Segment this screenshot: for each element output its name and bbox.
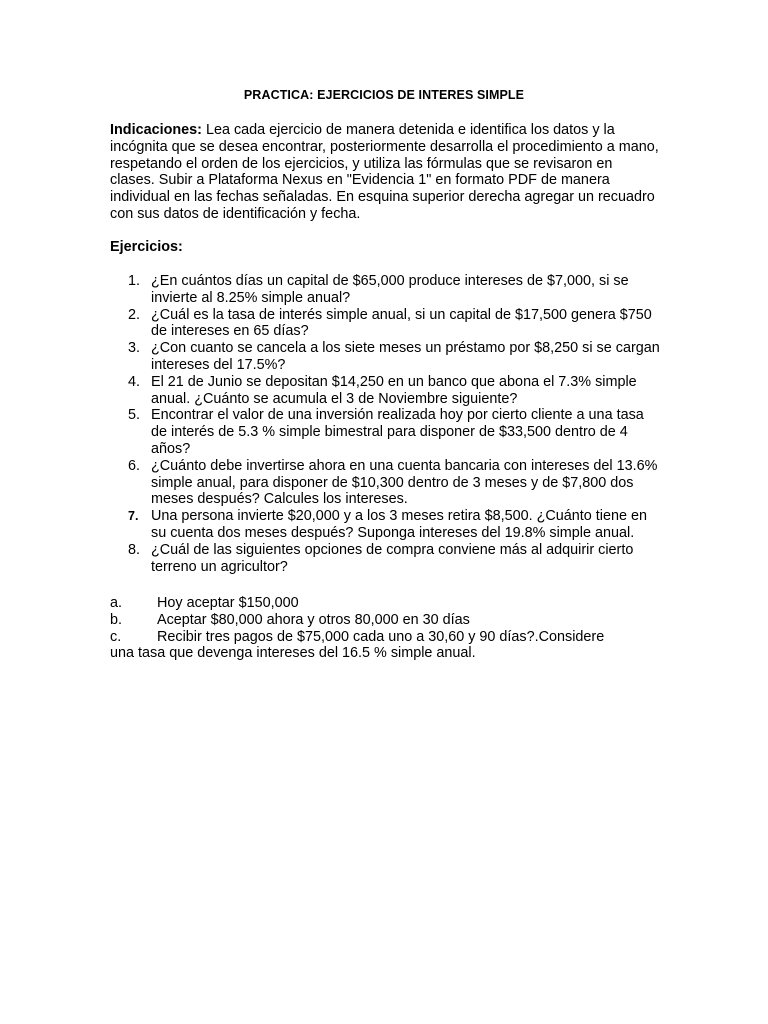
option-text: Hoy aceptar $150,000 bbox=[157, 595, 299, 611]
exercise-text: El 21 de Junio se depositan $14,250 en un banco que abona el 7.3% simple anual. ¿Cuánto se acumula el 3 de Noviembre siguiente? bbox=[151, 373, 637, 407]
option-label: c. bbox=[110, 628, 122, 645]
exercise-number: 7. bbox=[128, 509, 139, 524]
exercise-number: 8. bbox=[128, 541, 141, 558]
exercise-text: ¿En cuántos días un capital de $65,000 produce intereses de $7,000, si se invierte al 8.25% simple anual? bbox=[151, 273, 629, 306]
exercise-item bbox=[110, 407, 660, 457]
exercise-text: Una persona invierte $20,000 y a los 3 meses retira $8,500. ¿Cuánto tiene en su cuenta dos meses después? Suponga intereses del 19.8% simple anual. bbox=[151, 508, 647, 541]
exercise-item bbox=[110, 273, 660, 307]
option-item bbox=[110, 612, 660, 629]
document-title: PRACTICA: EJERCICIOS DE INTERES SIMPLE bbox=[243, 88, 525, 102]
purchase-options bbox=[110, 595, 660, 662]
exercise-item bbox=[110, 374, 660, 408]
option-item bbox=[110, 595, 660, 612]
exercise-number: 5. bbox=[128, 407, 141, 424]
exercise-text: ¿Cuál de las siguientes opciones de compra conviene más al adquirir cierto terreno un agricultor? bbox=[151, 541, 634, 575]
option-text: Aceptar $80,000 ahora y otros 80,000 en 30 días bbox=[157, 611, 470, 628]
exercise-number: 4. bbox=[128, 373, 141, 390]
exercise-item bbox=[110, 542, 660, 576]
exercise-item bbox=[110, 340, 660, 374]
exercise-number: 1. bbox=[128, 273, 141, 289]
instructions-label: Indicaciones: bbox=[110, 122, 202, 138]
closing-text: una tasa que devenga intereses del 16.5 % simple anual. bbox=[110, 645, 476, 662]
exercise-item bbox=[110, 458, 660, 508]
option-text: Recibir tres pagos de $75,000 cada uno a 30,60 y 90 días?.Considere bbox=[157, 628, 605, 645]
instructions-paragraph bbox=[110, 122, 660, 223]
exercise-number: 3. bbox=[128, 340, 141, 357]
exercise-list bbox=[110, 273, 660, 575]
exercise-number: 2. bbox=[128, 306, 141, 323]
exercise-text: ¿Cuánto debe invertirse ahora en una cuenta bancaria con intereses del 13.6% simple anual, para disponer de $10,300 dentro de 3 meses y de $7,800 dos meses después? Calcules los intereses. bbox=[151, 457, 658, 508]
option-label: b. bbox=[110, 611, 123, 628]
exercise-text: Encontrar el valor de una inversión realizada hoy por cierto cliente a una tasa de interés de 5.3 % simple bimestral para disponer de $33,500 dentro de 4 años? bbox=[151, 407, 644, 457]
option-label: a. bbox=[110, 595, 123, 611]
exercise-item bbox=[110, 307, 660, 341]
exercise-text: ¿Con cuanto se cancela a los siete meses un préstamo por $8,250 si se cargan intereses del 17.5%? bbox=[151, 340, 660, 373]
exercises-heading: Ejercicios: bbox=[110, 239, 183, 255]
exercise-text: ¿Cuál es la tasa de interés simple anual, si un capital de $17,500 genera $750 de intereses en 65 días? bbox=[151, 306, 652, 340]
exercise-item bbox=[110, 508, 660, 542]
option-item bbox=[110, 629, 660, 646]
exercise-number: 6. bbox=[128, 457, 141, 474]
instructions-text: Lea cada ejercicio de manera detenida e identifica los datos y la incógnita que se desea encontrar, posteriormente desarrolla el procedimiento a mano, respetando el orden de los ejercicios, y utiliza las fórmulas que se revisaron en clases. Subir a Plataforma Nexus en "Evidencia 1" en formato PDF de manera individual en las fechas señaladas. En esquina superior derecha agregar un recuadro con sus datos de identificación y fecha. bbox=[110, 122, 659, 222]
